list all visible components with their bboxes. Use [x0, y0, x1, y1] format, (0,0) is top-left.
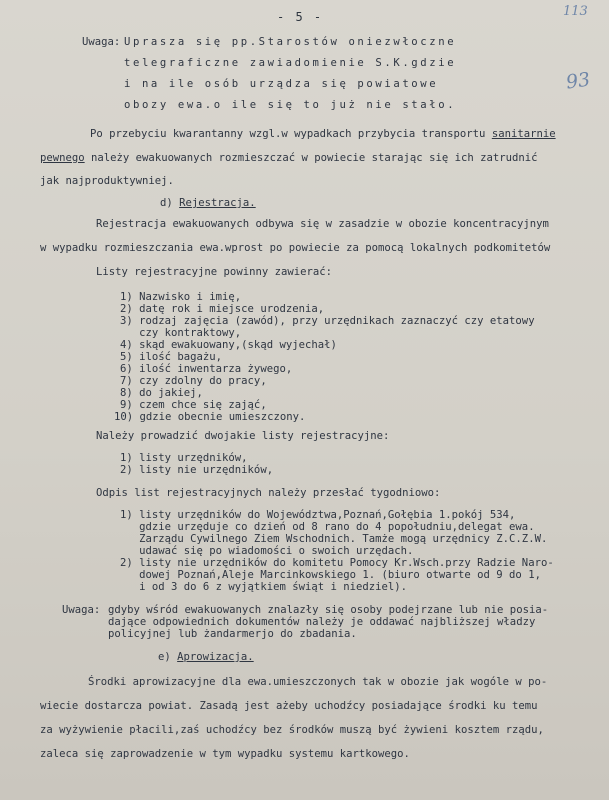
handwritten-margin-number: 93: [564, 68, 592, 94]
uwaga2-line-3: policyjnej lub żandarmerjo do zbadania.: [108, 628, 357, 640]
section-e-title: Aprowizacja.: [177, 651, 254, 663]
section-e-prefix: e): [158, 651, 178, 663]
section-d-prefix: d): [160, 197, 180, 209]
list-item: 2) listy nie urzędników do komitetu Pomocy Kr.Wsch.przy Radzie Naro-: [120, 557, 554, 569]
para1-line-3: jak najproduktywniej.: [40, 175, 174, 187]
handwritten-page-number: 113: [563, 4, 588, 19]
list-item: udawać się po wiadomości o swoich urzędach.: [120, 545, 414, 557]
page-number: - 5 -: [277, 10, 324, 24]
list-item: 5) ilość bagażu,: [120, 351, 223, 363]
section-e-heading: [158, 651, 254, 663]
uwaga2-label: Uwaga:: [62, 604, 101, 616]
list-item: 3) rodzaj zajęcia (zawód), przy urzędnikach zaznaczyć czy etatowy: [120, 315, 535, 327]
para2-line-2: w wypadku rozmieszczania ewa.wprost po powiecie za pomocą lokalnych podkomitetów: [40, 242, 551, 254]
para2-line-3: Listy rejestracyjne powinny zawierać:: [96, 266, 332, 278]
list-item: i od 3 do 6 z wyjątkiem świąt i niedziel).: [120, 581, 408, 593]
section-d-heading: [160, 197, 256, 209]
list-item: 4) skąd ewakuowany,(skąd wyjechał): [120, 339, 337, 351]
list-item: 7) czy zdolny do pracy,: [120, 375, 267, 387]
para5-line-2: wiecie dostarcza powiat. Zasadą jest ażeby uchodźcy posiadające środki ku temu: [40, 700, 538, 712]
para5-line-4: zaleca się zaprowadzenie w tym wypadku systemu kartkowego.: [40, 748, 410, 760]
list-item: 2) datę rok i miejsce urodzenia,: [120, 303, 325, 315]
list-item: dowej Poznań,Aleje Marcinkowskiego 1. (biuro otwarte od 9 do 1,: [120, 569, 541, 581]
para1-line-1: [90, 128, 556, 140]
list-item: 2) listy nie urzędników,: [120, 464, 274, 476]
uwaga-line-3: i na ile osób urządza się powiatowe: [124, 78, 439, 90]
para1-underlined-a: sanitarnie: [491, 128, 556, 140]
para1-line-2: [40, 152, 538, 164]
uwaga-line-1: Uprasza się pp.Starostów oniezwłoczne: [124, 36, 457, 48]
list-item: Zarządu Cywilnego Ziem Wschodnich. Tamże mogą urzędnicy Z.C.Z.W.: [120, 533, 548, 545]
para1-underlined-b: pewnego: [40, 152, 85, 164]
list-item: 9) czem chce się zająć,: [120, 399, 267, 411]
para1-text-a: Po przebyciu kwarantanny wzgl.w wypadkach przybycia transportu: [90, 128, 492, 140]
para2-line-1: Rejestracja ewakuowanych odbywa się w zasadzie w obozie koncentracyjnym: [96, 218, 549, 230]
list-item: 10) gdzie obecnie umieszczony.: [114, 411, 306, 423]
uwaga-line-4: obozy ewa.o ile się to już nie stało.: [124, 99, 457, 111]
list-item: 6) ilość inwentarza żywego,: [120, 363, 293, 375]
list-item: 8) do jakiej,: [120, 387, 203, 399]
para3: Należy prowadzić dwojakie listy rejestracyjne:: [96, 430, 390, 442]
list-item: czy kontraktowy,: [120, 327, 242, 339]
list-item: 1) listy urzędników,: [120, 452, 248, 464]
uwaga2-line-2: dające odpowiednich dokumentów należy je oddawać najbliższej władzy: [108, 616, 536, 628]
section-d-title: Rejestracja.: [179, 197, 256, 209]
para5-line-1: Środki aprowizacyjne dla ewa.umieszczonych tak w obozie jak wogóle w po-: [88, 676, 548, 688]
list-item: 1) Nazwisko i imię,: [120, 291, 242, 303]
para1-text-b: należy ewakuowanych rozmieszczać w powiecie starając się ich zatrudnić: [84, 152, 538, 164]
para5-line-3: za wyżywienie płacili,zaś uchodźcy bez środków muszą być żywieni kosztem rządu,: [40, 724, 544, 736]
list-item: gdzie urzęduje co dzień od 8 rano do 4 popołudniu,delegat ewa.: [120, 521, 535, 533]
uwaga-label: Uwaga:: [82, 36, 121, 48]
list-item: 1) listy urzędników do Województwa,Poznań,Gołębia 1.pokój 534,: [120, 509, 516, 521]
uwaga2-line-1: gdyby wśród ewakuowanych znalazły się osoby podejrzane lub nie posia-: [108, 604, 549, 616]
uwaga-line-2: telegraficzne zawiadomienie S.K.gdzie: [124, 57, 457, 69]
para4: Odpis list rejestracyjnych należy przesłać tygodniowo:: [96, 487, 441, 499]
